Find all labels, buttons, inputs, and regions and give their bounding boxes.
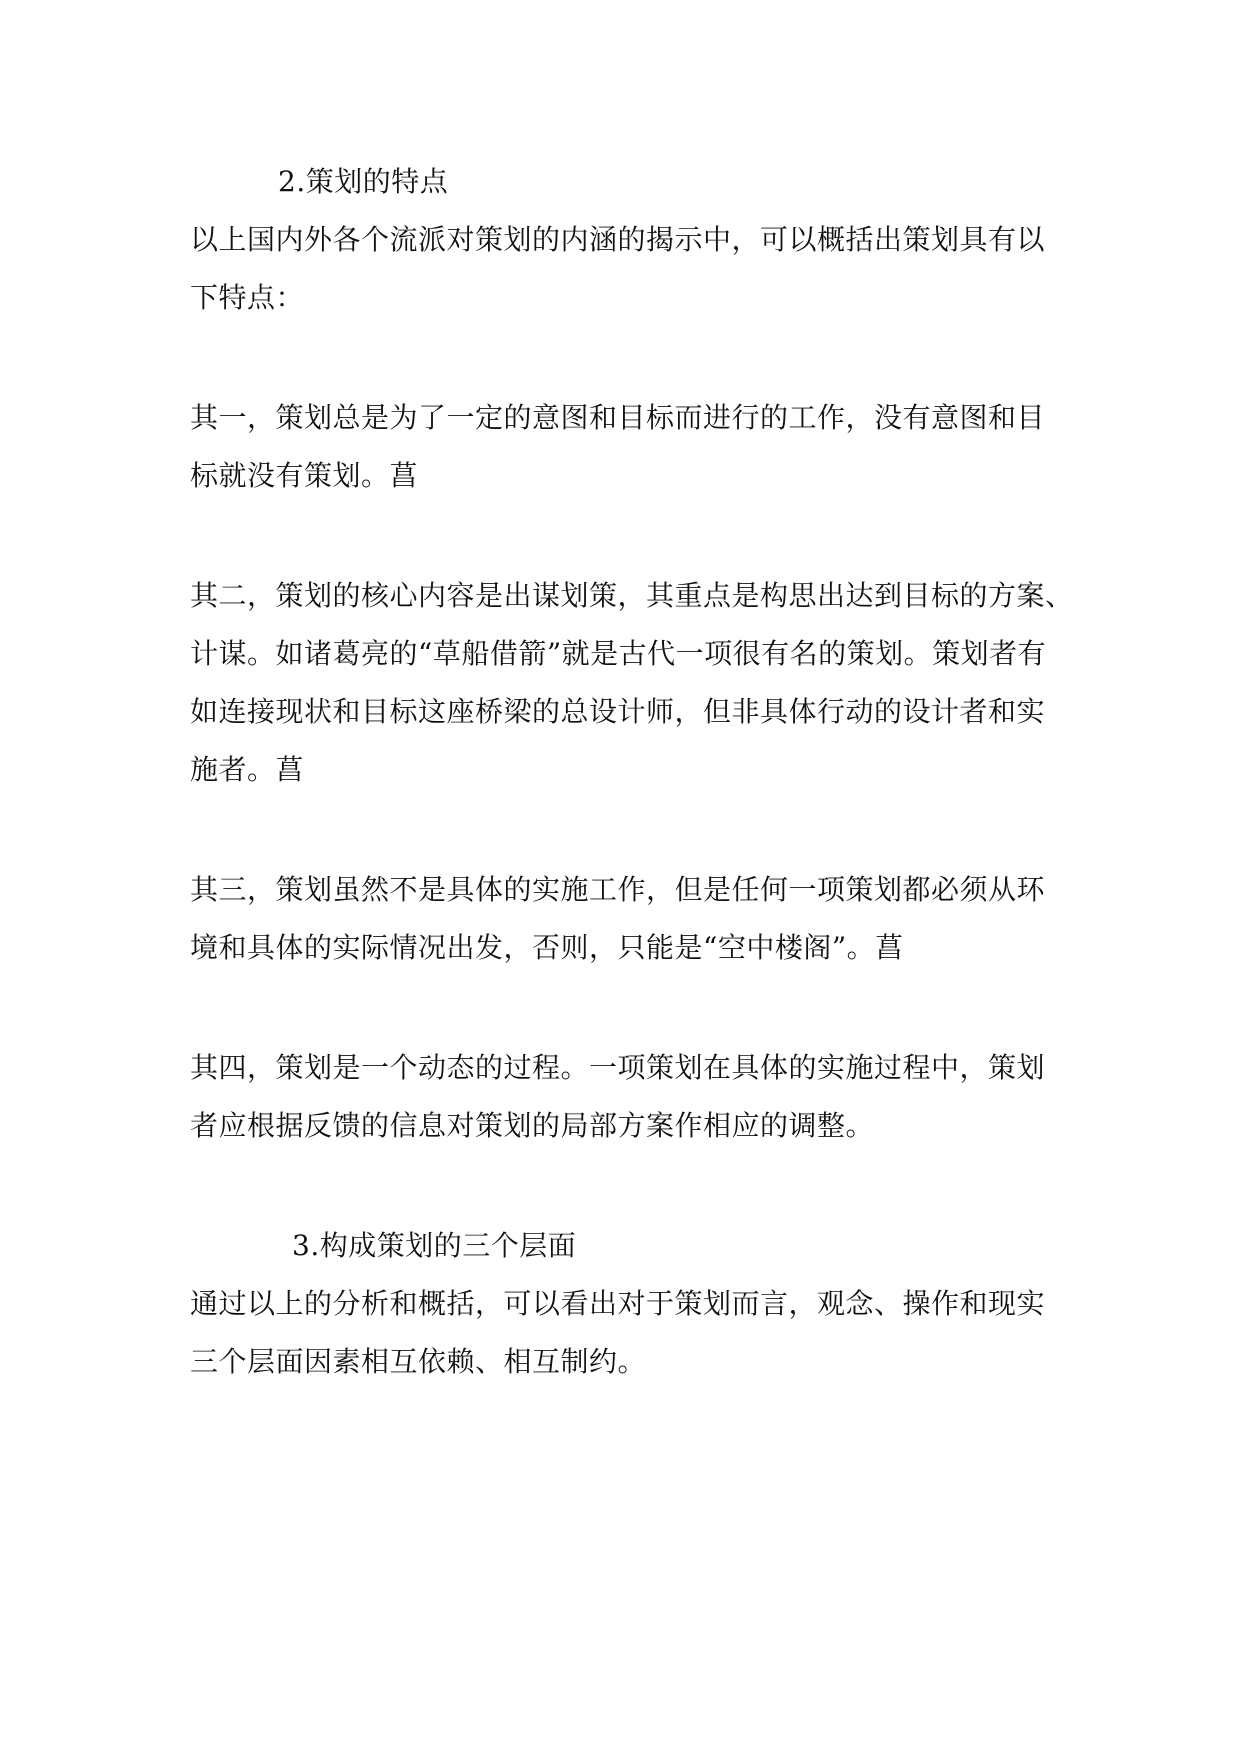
- section-2-intro-line-2: 下特点：: [190, 281, 305, 314]
- point-3-line-2: 境和具体的实际情况出发，否则，只能是“空中楼阁”。菖: [190, 931, 904, 964]
- point-2-line-3: 如连接现状和目标这座桥梁的总设计师，但非具体行动的设计者和实: [190, 695, 1046, 728]
- point-2-line-1: 其二，策划的核心内容是出谋划策，其重点是构思出达到目标的方案、: [190, 579, 1074, 612]
- point-1-line-1: 其一，策划总是为了一定的意图和目标而进行的工作，没有意图和目: [190, 401, 1046, 434]
- point-1-line-2: 标就没有策划。菖: [190, 459, 419, 492]
- point-4-line-2: 者应根据反馈的信息对策划的局部方案作相应的调整。: [190, 1109, 875, 1142]
- point-2-line-2: 计谋。如诸葛亮的“草船借箭”就是古代一项很有名的策划。策划者有: [190, 637, 1047, 670]
- section-3-heading: 3.构成策划的三个层面: [292, 1229, 577, 1262]
- point-3-line-1: 其三，策划虽然不是具体的实施工作，但是任何一项策划都必须从环: [190, 873, 1046, 906]
- section-2-intro-line-1: 以上国内外各个流派对策划的内涵的揭示中，可以概括出策划具有以: [190, 223, 1046, 256]
- point-2-line-4: 施者。菖: [190, 753, 305, 786]
- point-4-line-1: 其四，策划是一个动态的过程。一项策划在具体的实施过程中，策划: [190, 1051, 1046, 1084]
- section-3-body-line-1: 通过以上的分析和概括，可以看出对于策划而言，观念、操作和现实: [190, 1287, 1046, 1320]
- section-3-body-line-2: 三个层面因素相互依赖、相互制约。: [190, 1345, 647, 1378]
- section-2-heading: 2.策划的特点: [278, 165, 449, 198]
